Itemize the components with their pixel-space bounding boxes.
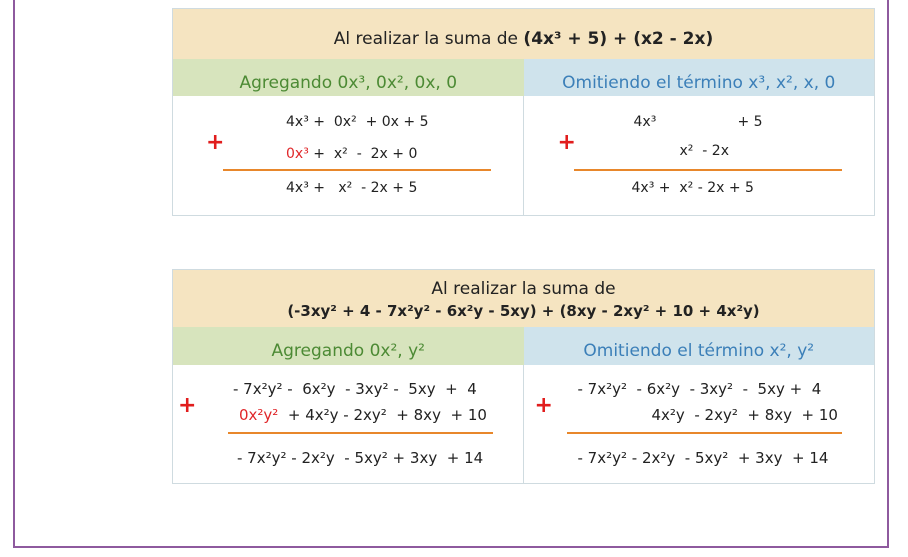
table-1-left-column — [173, 96, 524, 215]
left-operand-2 — [286, 146, 417, 162]
sum-rule — [228, 432, 493, 434]
table-1-left-header: Agregando 0x³, 0x², 0x, 0 — [173, 59, 524, 96]
left-result: - 7x²y² - 2x²y - 5xy² + 3xy + 14 — [237, 449, 484, 467]
left-operand-2 — [239, 406, 487, 424]
left-result: 4x³ + x² - 2x + 5 — [286, 180, 418, 196]
table-1-body — [173, 96, 874, 215]
right-operand-2: 4x²y - 2xy² + 8xy + 10 — [651, 406, 838, 424]
table-1-right-column — [524, 96, 875, 215]
table-1-title-prefix: Al realizar la suma de — [333, 29, 524, 49]
table-2-left-column — [173, 365, 524, 483]
plus-sign: + — [206, 130, 225, 155]
table-1-title-expr: (4x³ + 5) + (x2 - 2x) — [523, 29, 714, 49]
added-zero-term: 0x³ — [286, 146, 309, 162]
left-operand-1: - 7x²y² - 6x²y - 3xy² - 5xy + 4 — [233, 380, 477, 398]
added-zero-term: 0x²y² — [239, 406, 279, 424]
sum-table-2 — [172, 269, 875, 484]
table-2-body — [173, 365, 874, 483]
plus-sign: + — [178, 393, 197, 418]
table-2-headers — [173, 327, 874, 365]
plus-sign: + — [557, 130, 576, 155]
right-operand-1: - 7x²y² - 6x²y - 3xy² - 5xy + 4 — [577, 380, 822, 398]
right-operand-2: x² - 2x — [679, 143, 729, 159]
sum-table-1 — [172, 8, 875, 216]
sum-rule — [574, 169, 842, 171]
table-1-headers — [173, 59, 874, 96]
table-2-right-column — [524, 365, 875, 483]
plus-sign: + — [534, 393, 553, 418]
table-2-right-header: Omitiendo el término x², y² — [524, 327, 875, 365]
left-operand-1: 4x³ + 0x² + 0x + 5 — [286, 114, 429, 130]
table-1-title — [173, 9, 874, 59]
right-operand-1b: + 5 — [737, 114, 763, 130]
right-operand-1a: 4x³ — [633, 114, 657, 130]
table-2-title-expr: (-3xy² + 4 - 7x²y² - 6x²y - 5xy) + (8xy - 2xy² + 10 + 4x²y) — [287, 302, 760, 320]
sum-rule — [567, 432, 842, 434]
left-operand-2-rest: + x² - 2x + 0 — [308, 146, 418, 162]
left-operand-2-rest: + 4x²y - 2xy² + 8xy + 10 — [278, 406, 487, 424]
table-2-title — [173, 270, 874, 327]
sum-rule — [223, 169, 491, 171]
table-2-left-header: Agregando 0x², y² — [173, 327, 524, 365]
table-2-title-line1: Al realizar la suma de — [431, 279, 616, 299]
right-result: 4x³ + x² - 2x + 5 — [631, 180, 754, 196]
right-result: - 7x²y² - 2x²y - 5xy² + 3xy + 14 — [577, 449, 829, 467]
table-1-right-header: Omitiendo el término x³, x², x, 0 — [524, 59, 875, 96]
